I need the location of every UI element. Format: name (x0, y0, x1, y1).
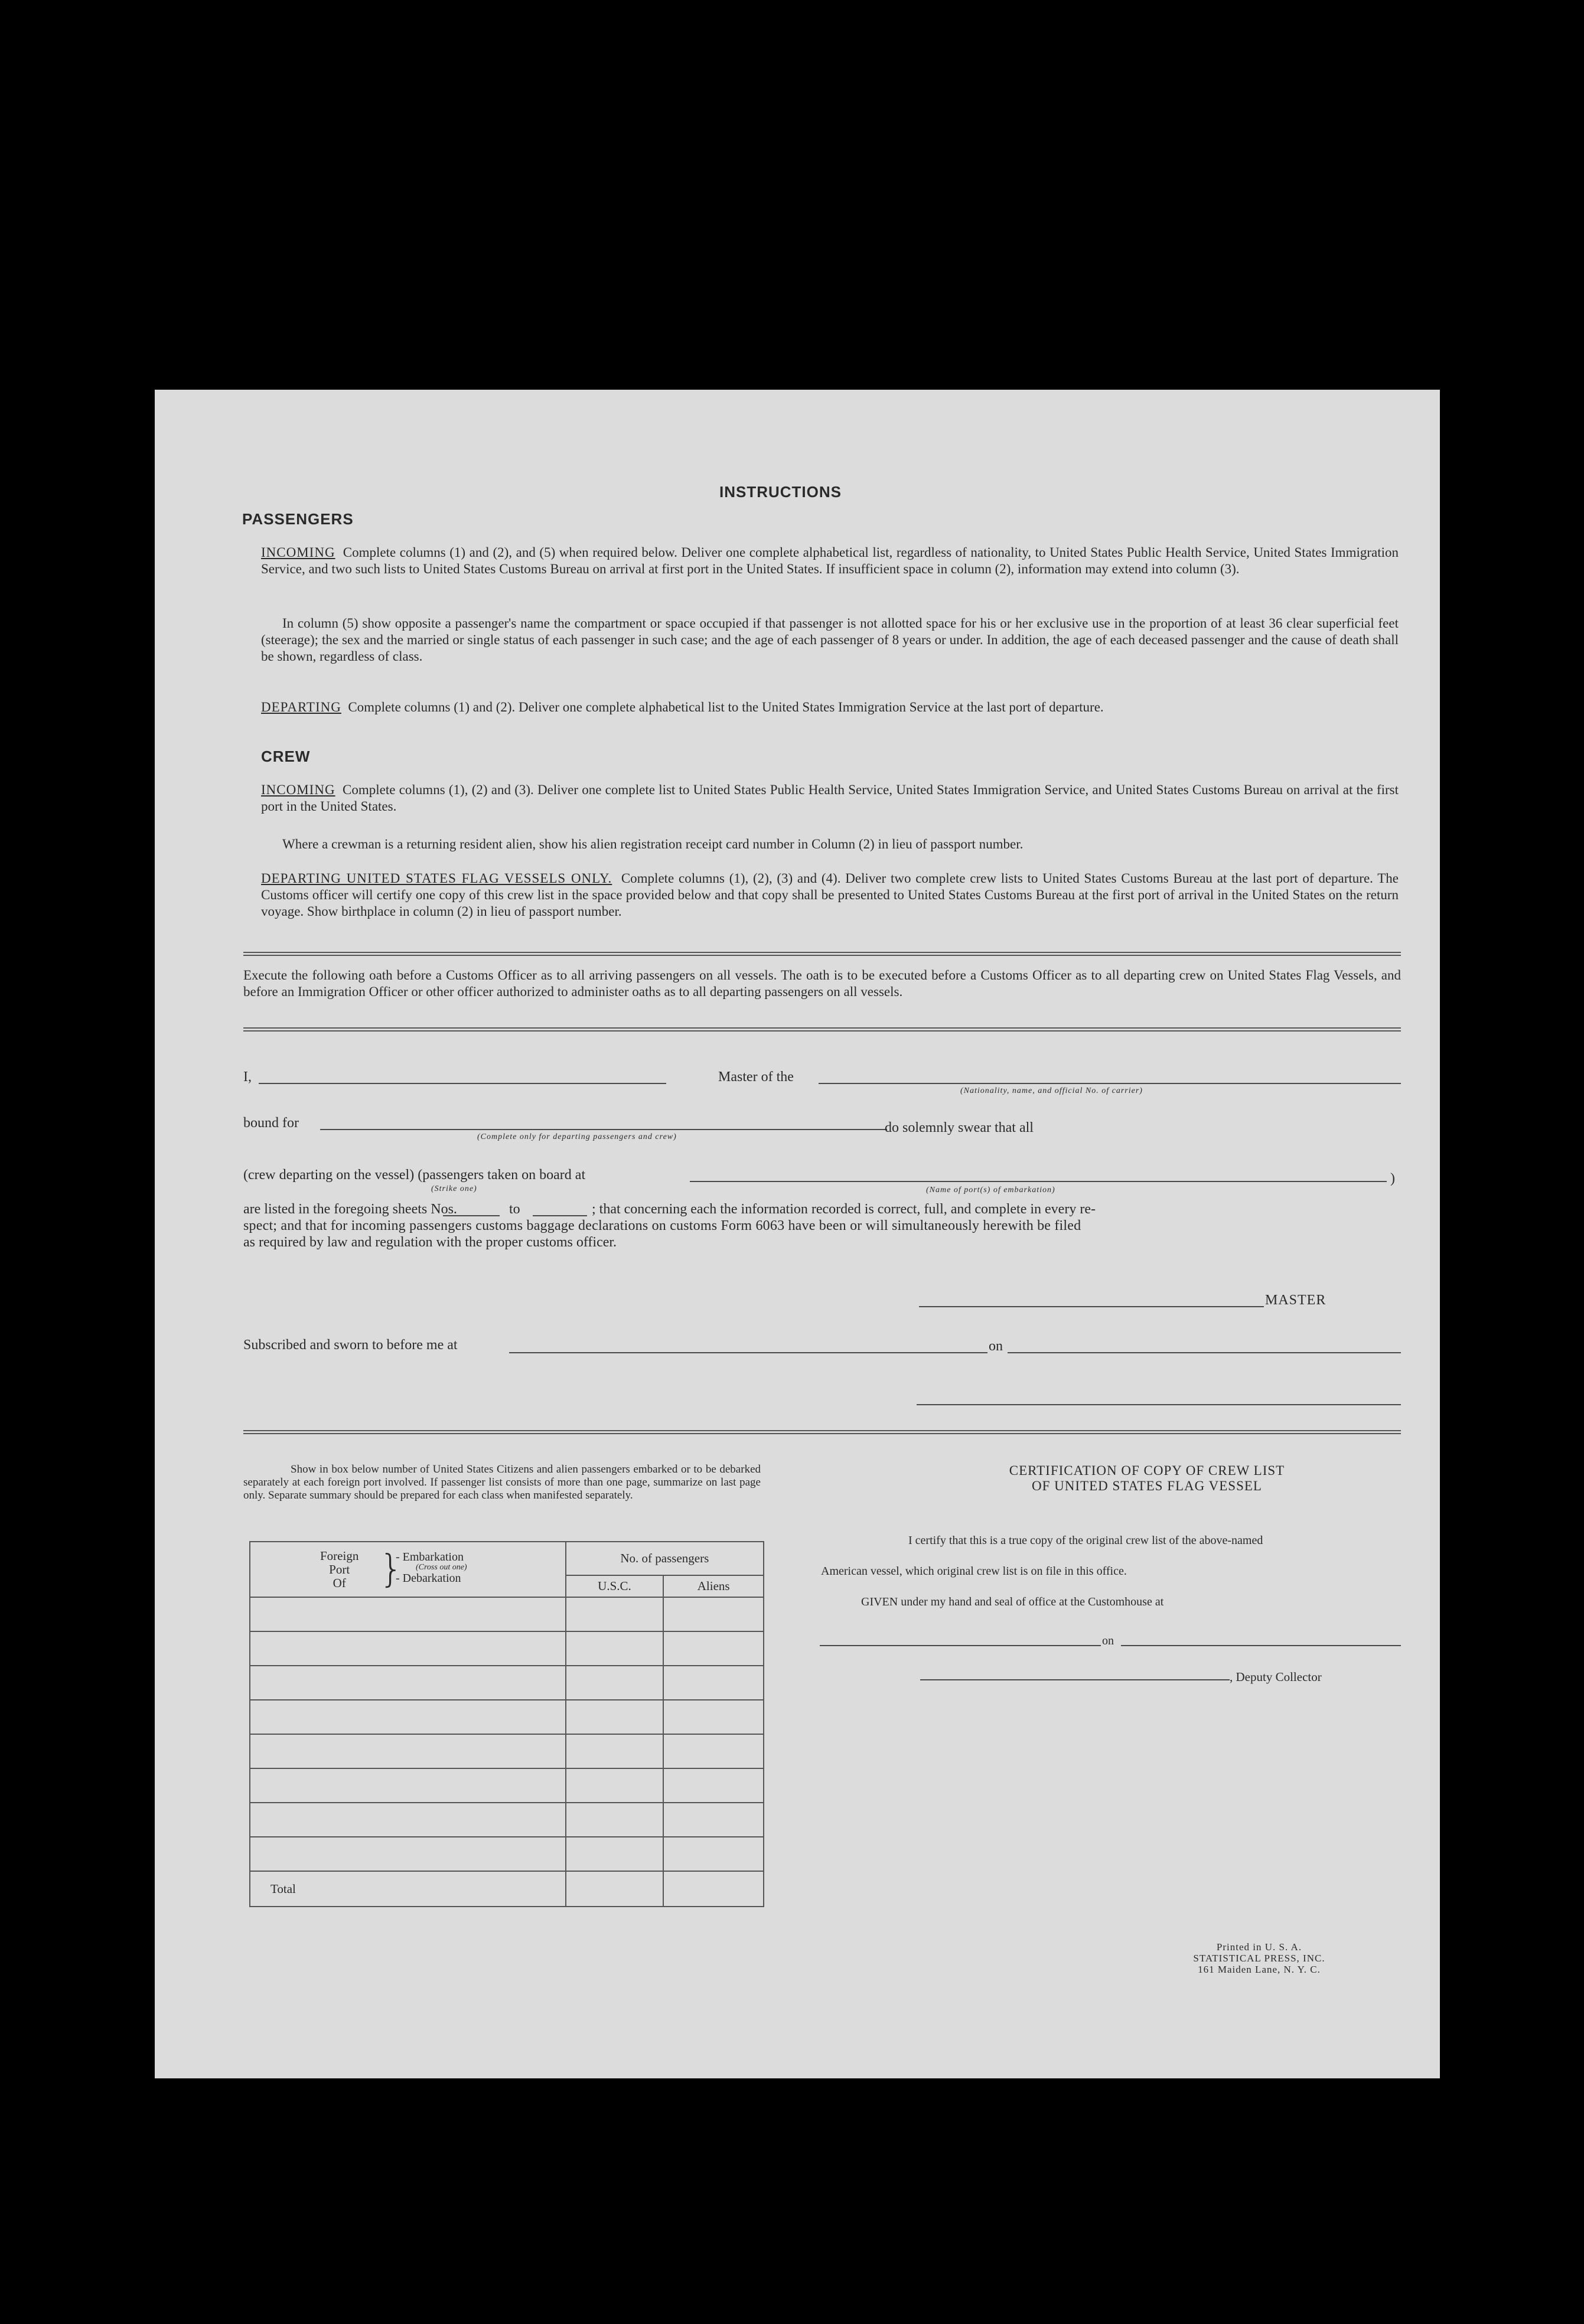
embarkation-label: - Embarkation (396, 1551, 464, 1564)
brace-icon: } (379, 1548, 403, 1591)
bound-for-field[interactable] (320, 1129, 887, 1130)
master-of-label: Master of the (718, 1069, 794, 1085)
port-cell[interactable] (250, 1700, 566, 1734)
divider (243, 1027, 1401, 1032)
foreign-label: Foreign (320, 1549, 359, 1563)
officer-signature-field[interactable] (917, 1404, 1401, 1405)
crew-resident-text: Where a crewman is a returning resident alien, show his alien registration receipt card number in Column (2) in lieu of passport number. (282, 837, 1024, 851)
printer-imprint (1159, 1941, 1360, 1975)
customhouse-field[interactable] (820, 1645, 1101, 1646)
to-label: to (509, 1202, 520, 1217)
listed-text-2: spect; and that for incoming passengers customs baggage declarations on customs Form 6063 have been or will simultaneously herewith be filed (243, 1218, 1081, 1233)
embarkation-hint: (Name of port(s) of embarkation) (926, 1186, 1055, 1194)
listed-sheets-label: are listed in the foregoing sheets Nos. (243, 1202, 457, 1217)
port-cell[interactable] (250, 1597, 566, 1631)
passengers-departing-text: Complete columns (1) and (2). Deliver one complete alphabetical list to the United States Immigration Service at the last port of departure. (348, 700, 1104, 714)
usc-cell[interactable] (566, 1837, 664, 1871)
listed-text-1: ; that concerning each the information recorded is correct, full, and complete in every re- (592, 1202, 1096, 1217)
close-paren: ) (1390, 1171, 1395, 1186)
certification-title-1: CERTIFICATION OF COPY OF CREW LIST (1009, 1463, 1285, 1478)
oath-i-label: I, (243, 1069, 252, 1085)
aliens-cell[interactable] (663, 1837, 764, 1871)
passengers-departing-section (261, 699, 1399, 716)
sheet-to-field[interactable] (533, 1215, 587, 1216)
certification-title-2: OF UNITED STATES FLAG VESSEL (1032, 1478, 1262, 1493)
debarkation-label: - Debarkation (396, 1572, 461, 1585)
cross-out-hint: (Cross out one) (416, 1563, 467, 1572)
divider (243, 952, 1401, 956)
port-cell[interactable] (250, 1803, 566, 1837)
aliens-cell[interactable] (663, 1803, 764, 1837)
port-cell[interactable] (250, 1768, 566, 1803)
summary-instruction: Show in box below number of United States Citizens and alien passengers embarked or to be debarked separately at each foreign port involved. If passenger list consists of more than one page, summarize on last page only. Separate summary should be prepared for each class when manifested separately. (243, 1463, 761, 1502)
master-signature-field[interactable] (919, 1306, 1264, 1307)
port-cell[interactable] (250, 1631, 566, 1666)
printer-line-2: STATISTICAL PRESS, INC. (1193, 1953, 1325, 1964)
port-label: Port (329, 1562, 350, 1576)
port-cell[interactable] (250, 1837, 566, 1871)
usc-cell[interactable] (566, 1666, 664, 1700)
passengers-column5-text: In column (5) show opposite a passenger's name the compartment or space occupied if that passenger is not allotted space for his or her exclusive use in the proportion of at least 36 clear superficial feet (steerage); the sex and the married or single status of each passenger in such case; and the age of each passenger of 8 years or under. In addition, the age of each deceased passenger and the cause of death shall be shown, regardless of class. (261, 616, 1399, 664)
certification-on-label: on (1102, 1634, 1114, 1647)
passengers-incoming-label: INCOMING (261, 545, 335, 560)
usc-total-cell[interactable] (566, 1871, 664, 1907)
aliens-cell[interactable] (663, 1597, 764, 1631)
aliens-cell[interactable] (663, 1768, 764, 1803)
passengers-heading: PASSENGERS (242, 510, 354, 528)
passenger-summary-table (249, 1541, 764, 1907)
printer-line-1: Printed in U. S. A. (1216, 1941, 1302, 1953)
usc-cell[interactable] (566, 1734, 664, 1768)
aliens-cell[interactable] (663, 1700, 764, 1734)
sworn-on-label: on (989, 1339, 1003, 1354)
crew-heading: CREW (261, 748, 311, 765)
crew-departing-label: (crew departing on the vessel) (passengers taken on board at (243, 1167, 586, 1183)
aliens-cell[interactable] (663, 1666, 764, 1700)
port-cell[interactable] (250, 1666, 566, 1700)
listed-text-3: as required by law and regulation with the proper customs officer. (243, 1235, 617, 1250)
passengers-incoming-text: Complete columns (1) and (2), and (5) when required below. Deliver one complete alphabetical list, regardless of nationality, to United States Public Health Service, United States Immigration Service, and two such lists to United States Customs Bureau on arrival at first port in the United States. If insufficient space in column (2), information may extend into column (3). (261, 545, 1399, 576)
bound-for-hint: (Complete only for departing passengers and crew) (477, 1132, 677, 1141)
aliens-cell[interactable] (663, 1734, 764, 1768)
carrier-hint: (Nationality, name, and official No. of carrier) (960, 1086, 1143, 1095)
crew-departing-section (261, 870, 1399, 920)
usc-cell[interactable] (566, 1768, 664, 1803)
master-label: MASTER (1265, 1292, 1326, 1308)
passengers-departing-label: DEPARTING (261, 700, 341, 714)
certification-text-1: I certify that this is a true copy of the original crew list of the above-named (908, 1534, 1263, 1547)
passengers-incoming-section (261, 544, 1399, 577)
certification-date-field[interactable] (1121, 1645, 1401, 1646)
form-page (155, 390, 1440, 2078)
crew-incoming-section (261, 782, 1399, 815)
page-title: INSTRUCTIONS (719, 483, 842, 501)
port-cell[interactable] (250, 1734, 566, 1768)
usc-cell[interactable] (566, 1597, 664, 1631)
carrier-field[interactable] (819, 1083, 1401, 1084)
usc-cell[interactable] (566, 1631, 664, 1666)
subscribed-label: Subscribed and sworn to before me at (243, 1337, 458, 1353)
swear-label: do solemnly swear that all (885, 1120, 1034, 1135)
embarkation-port-field[interactable] (690, 1181, 1387, 1182)
strike-hint: (Strike one) (431, 1184, 477, 1193)
oath-instruction: Execute the following oath before a Customs Officer as to all arriving passengers on all vessels. The oath is to be executed before a Customs Officer as to all departing crew on United States Flag Vessels, and before an Immigration Officer or other officer authorized to administer oaths as to all departing passengers on all vessels. (243, 968, 1401, 999)
usc-header: U.S.C. (566, 1575, 664, 1597)
divider (243, 1430, 1401, 1434)
sworn-place-field[interactable] (509, 1352, 987, 1353)
sheet-from-field[interactable] (443, 1215, 500, 1216)
bound-for-label: bound for (243, 1115, 299, 1131)
usc-cell[interactable] (566, 1700, 664, 1734)
certification-given: GIVEN under my hand and seal of office at the Customhouse at (861, 1595, 1164, 1608)
crew-departing-label: DEPARTING UNITED STATES FLAG VESSELS ONLY. (261, 871, 612, 886)
port-header-cell (250, 1542, 566, 1597)
aliens-total-cell[interactable] (663, 1871, 764, 1907)
master-name-field[interactable] (259, 1083, 666, 1084)
crew-incoming-text: Complete columns (1), (2) and (3). Deliver one complete list to United States Public Health Service, United States Immigration Service, and United States Customs Bureau on arrival at the first port in the United States. (261, 782, 1399, 814)
usc-cell[interactable] (566, 1803, 664, 1837)
crew-incoming-label: INCOMING (261, 782, 335, 797)
deputy-signature-field[interactable] (920, 1679, 1230, 1680)
total-label: Total (250, 1871, 566, 1907)
deputy-collector-label: , Deputy Collector (1230, 1670, 1322, 1684)
printer-line-3: 161 Maiden Lane, N. Y. C. (1198, 1964, 1321, 1975)
sworn-date-field[interactable] (1008, 1352, 1401, 1353)
aliens-header: Aliens (663, 1575, 764, 1597)
certification-text-2: American vessel, which original crew list is on file in this office. (821, 1565, 1127, 1578)
crew-departing-text: Complete columns (1), (2), (3) and (4). Deliver two complete crew lists to United States Customs Bureau at the last port of departure. The Customs officer will certify one copy of this crew list in the space provided below and that copy shall be presented to United States Customs Bureau at the first port of arrival in the United States on the return voyage. Show birthplace in column (2) in lieu of passport number. (261, 871, 1399, 919)
aliens-cell[interactable] (663, 1631, 764, 1666)
no-of-passengers-header: No. of passengers (566, 1542, 764, 1575)
of-label: Of (333, 1576, 346, 1590)
